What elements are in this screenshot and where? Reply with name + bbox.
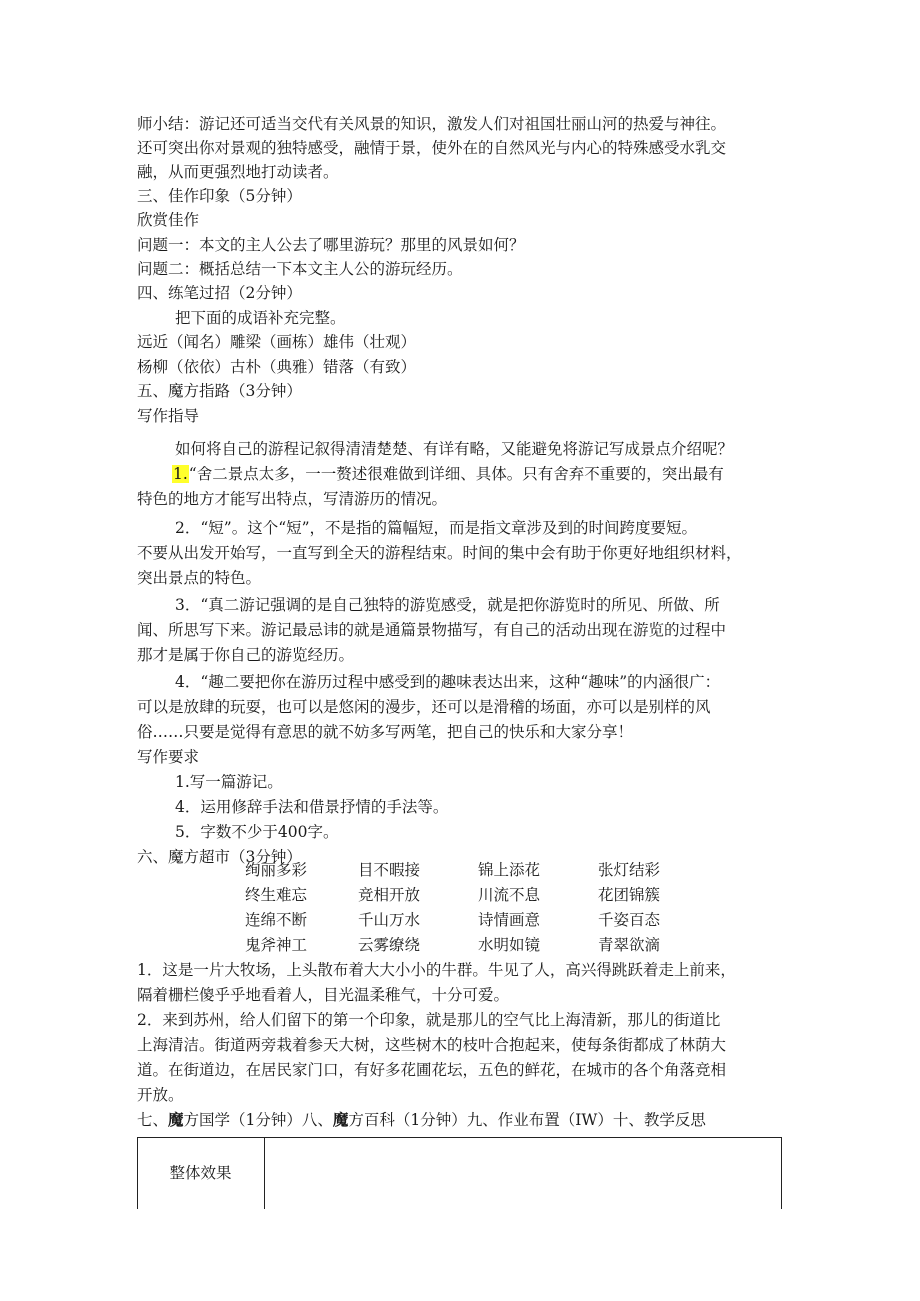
idiom-word: 诗情画意	[478, 911, 541, 929]
question-2: 问题二：概括总结一下本文主人公的游玩经历。	[137, 260, 463, 278]
idiom-word: 连绵不断	[245, 911, 308, 929]
idiom-word: 终生难忘	[245, 886, 308, 904]
guide-intro: 如何将自己的游程记叙得清清楚楚、有详有略，又能避免将游记写成景点介绍呢？	[175, 440, 734, 458]
guide-point-4-line-1: 4．“趣二要把你在游历过程中感受到的趣味表达出来，这种“趣味”的内涵很广：	[175, 673, 721, 691]
summary-line-3: 融，从而更强烈地打动读者。	[137, 163, 339, 181]
guide-point-1-line-1: 1.“舍二景点太多，一一赘述很难做到详细、具体。只有舍弃不重要的，突出最有	[173, 465, 724, 483]
idiom-answer-2: 杨柳（依依）古朴（典雅）错落（有致）	[137, 358, 417, 376]
highlighted-number: 1.	[173, 465, 188, 483]
example-2-line-1: 2．来到苏州，给人们留下的第一个印象，就是那儿的空气比上海清新，那儿的街道比	[137, 1011, 721, 1029]
guide-point-3-line-3: 那才是属于你自己的游览经历。	[137, 646, 355, 664]
guide-point-2-line-1: 2．“短”。这个“短”，不是指的篇幅短，而是指文章涉及到的时间跨度要短。	[175, 519, 698, 537]
idiom-word: 目不暇接	[358, 861, 421, 879]
section-3-heading: 三、佳作印象（5分钟）	[137, 187, 302, 205]
section-5-heading: 五、魔方指路（3分钟）	[137, 382, 302, 400]
summary-line-1: 师小结：游记还可适当交代有关风景的知识，激发人们对祖国壮丽山河的热爱与神往。	[137, 115, 727, 133]
table-label-overall-effect: 整体效果	[169, 1164, 232, 1182]
idiom-word: 青翠欲滴	[598, 936, 661, 954]
writing-guide-heading: 写作指导	[137, 407, 200, 425]
idiom-word: 花团锦簇	[598, 886, 661, 904]
requirement-1: 1.写一篇游记。	[175, 773, 283, 791]
idiom-word: 川流不息	[478, 886, 541, 904]
example-2-line-2: 上海清洁。街道两旁栽着参天大树，这些树木的枝叶合抱起来，使每条街都成了林荫大	[137, 1036, 727, 1054]
section-4-heading: 四、练笔过招（2分钟）	[137, 284, 302, 302]
example-1-line-2: 隔着栅栏傻乎乎地看着人，目光温柔稚气，十分可爱。	[137, 986, 510, 1004]
requirement-3: 5．字数不少于400字。	[175, 823, 339, 841]
idiom-instruction: 把下面的成语补充完整。	[175, 309, 346, 327]
section-6-heading: 六、魔方超市（3分钟）	[137, 848, 302, 866]
guide-point-3-line-1: 3．“真二游记强调的是自己独特的游览感受，就是把你游览时的所见、所做、所	[175, 596, 720, 614]
example-2-line-4: 开放。	[137, 1086, 184, 1104]
idiom-word: 水明如镜	[478, 936, 541, 954]
example-1-line-1: 1．这是一片大牧场，上头散布着大大小小的牛群。牛见了人，高兴得跳跃着走上前来，	[137, 961, 736, 979]
writing-requirement-heading: 写作要求	[137, 748, 200, 766]
table-column-divider	[264, 1137, 265, 1209]
idiom-word: 张灯结彩	[598, 861, 661, 879]
example-2-line-3: 道。在街道边，在居民家门口，有好多花圃花坛，五色的鲜花，在城市的各个角落竞相	[137, 1061, 727, 1079]
idiom-word: 锦上添花	[478, 861, 541, 879]
question-1: 问题一：本文的主人公去了哪里游玩？那里的风景如何？	[137, 236, 525, 254]
idiom-word: 绚丽多彩	[245, 861, 308, 879]
guide-point-2-line-3: 突出景点的特色。	[137, 569, 262, 587]
guide-point-1-line-2: 特色的地方才能写出特点，写清游历的情况。	[137, 490, 448, 508]
idiom-word: 千姿百态	[598, 911, 661, 929]
idiom-word: 千山万水	[358, 911, 421, 929]
guide-point-3-line-2: 闻、所思写下来。游记最忌讳的就是通篇景物描写，有自己的活动出现在游览的过程中	[137, 621, 727, 639]
guide-point-2-line-2: 不要从出发开始写，一直写到全天的游程结束。时间的集中会有助于你更好地组织材料，	[137, 544, 742, 562]
idiom-word: 云雾缭绕	[358, 936, 421, 954]
summary-line-2: 还可突出你对景观的独特感受，融情于景，使外在的自然风光与内心的特殊感受水乳交	[137, 139, 727, 157]
guide-point-4-line-3: 俗……只要是觉得有意思的就不妨多写两笔，把自己的快乐和大家分享！	[137, 723, 634, 741]
idiom-word: 竞相开放	[358, 886, 421, 904]
idiom-word: 鬼斧神工	[245, 936, 308, 954]
sections-7-10-line: 七、魔方国学（1分钟）八、魔方百科（1分钟）九、作业布置（IW）十、教学反思	[137, 1110, 706, 1129]
appreciate-heading: 欣赏佳作	[137, 211, 200, 229]
idiom-answer-1: 远近（闻名）雕梁（画栋）雄伟（壮观）	[137, 333, 417, 351]
requirement-2: 4．运用修辞手法和借景抒情的手法等。	[175, 798, 449, 816]
guide-point-4-line-2: 可以是放肆的玩耍，也可以是悠闲的漫步，还可以是滑稽的场面，亦可以是别样的风	[137, 698, 711, 716]
